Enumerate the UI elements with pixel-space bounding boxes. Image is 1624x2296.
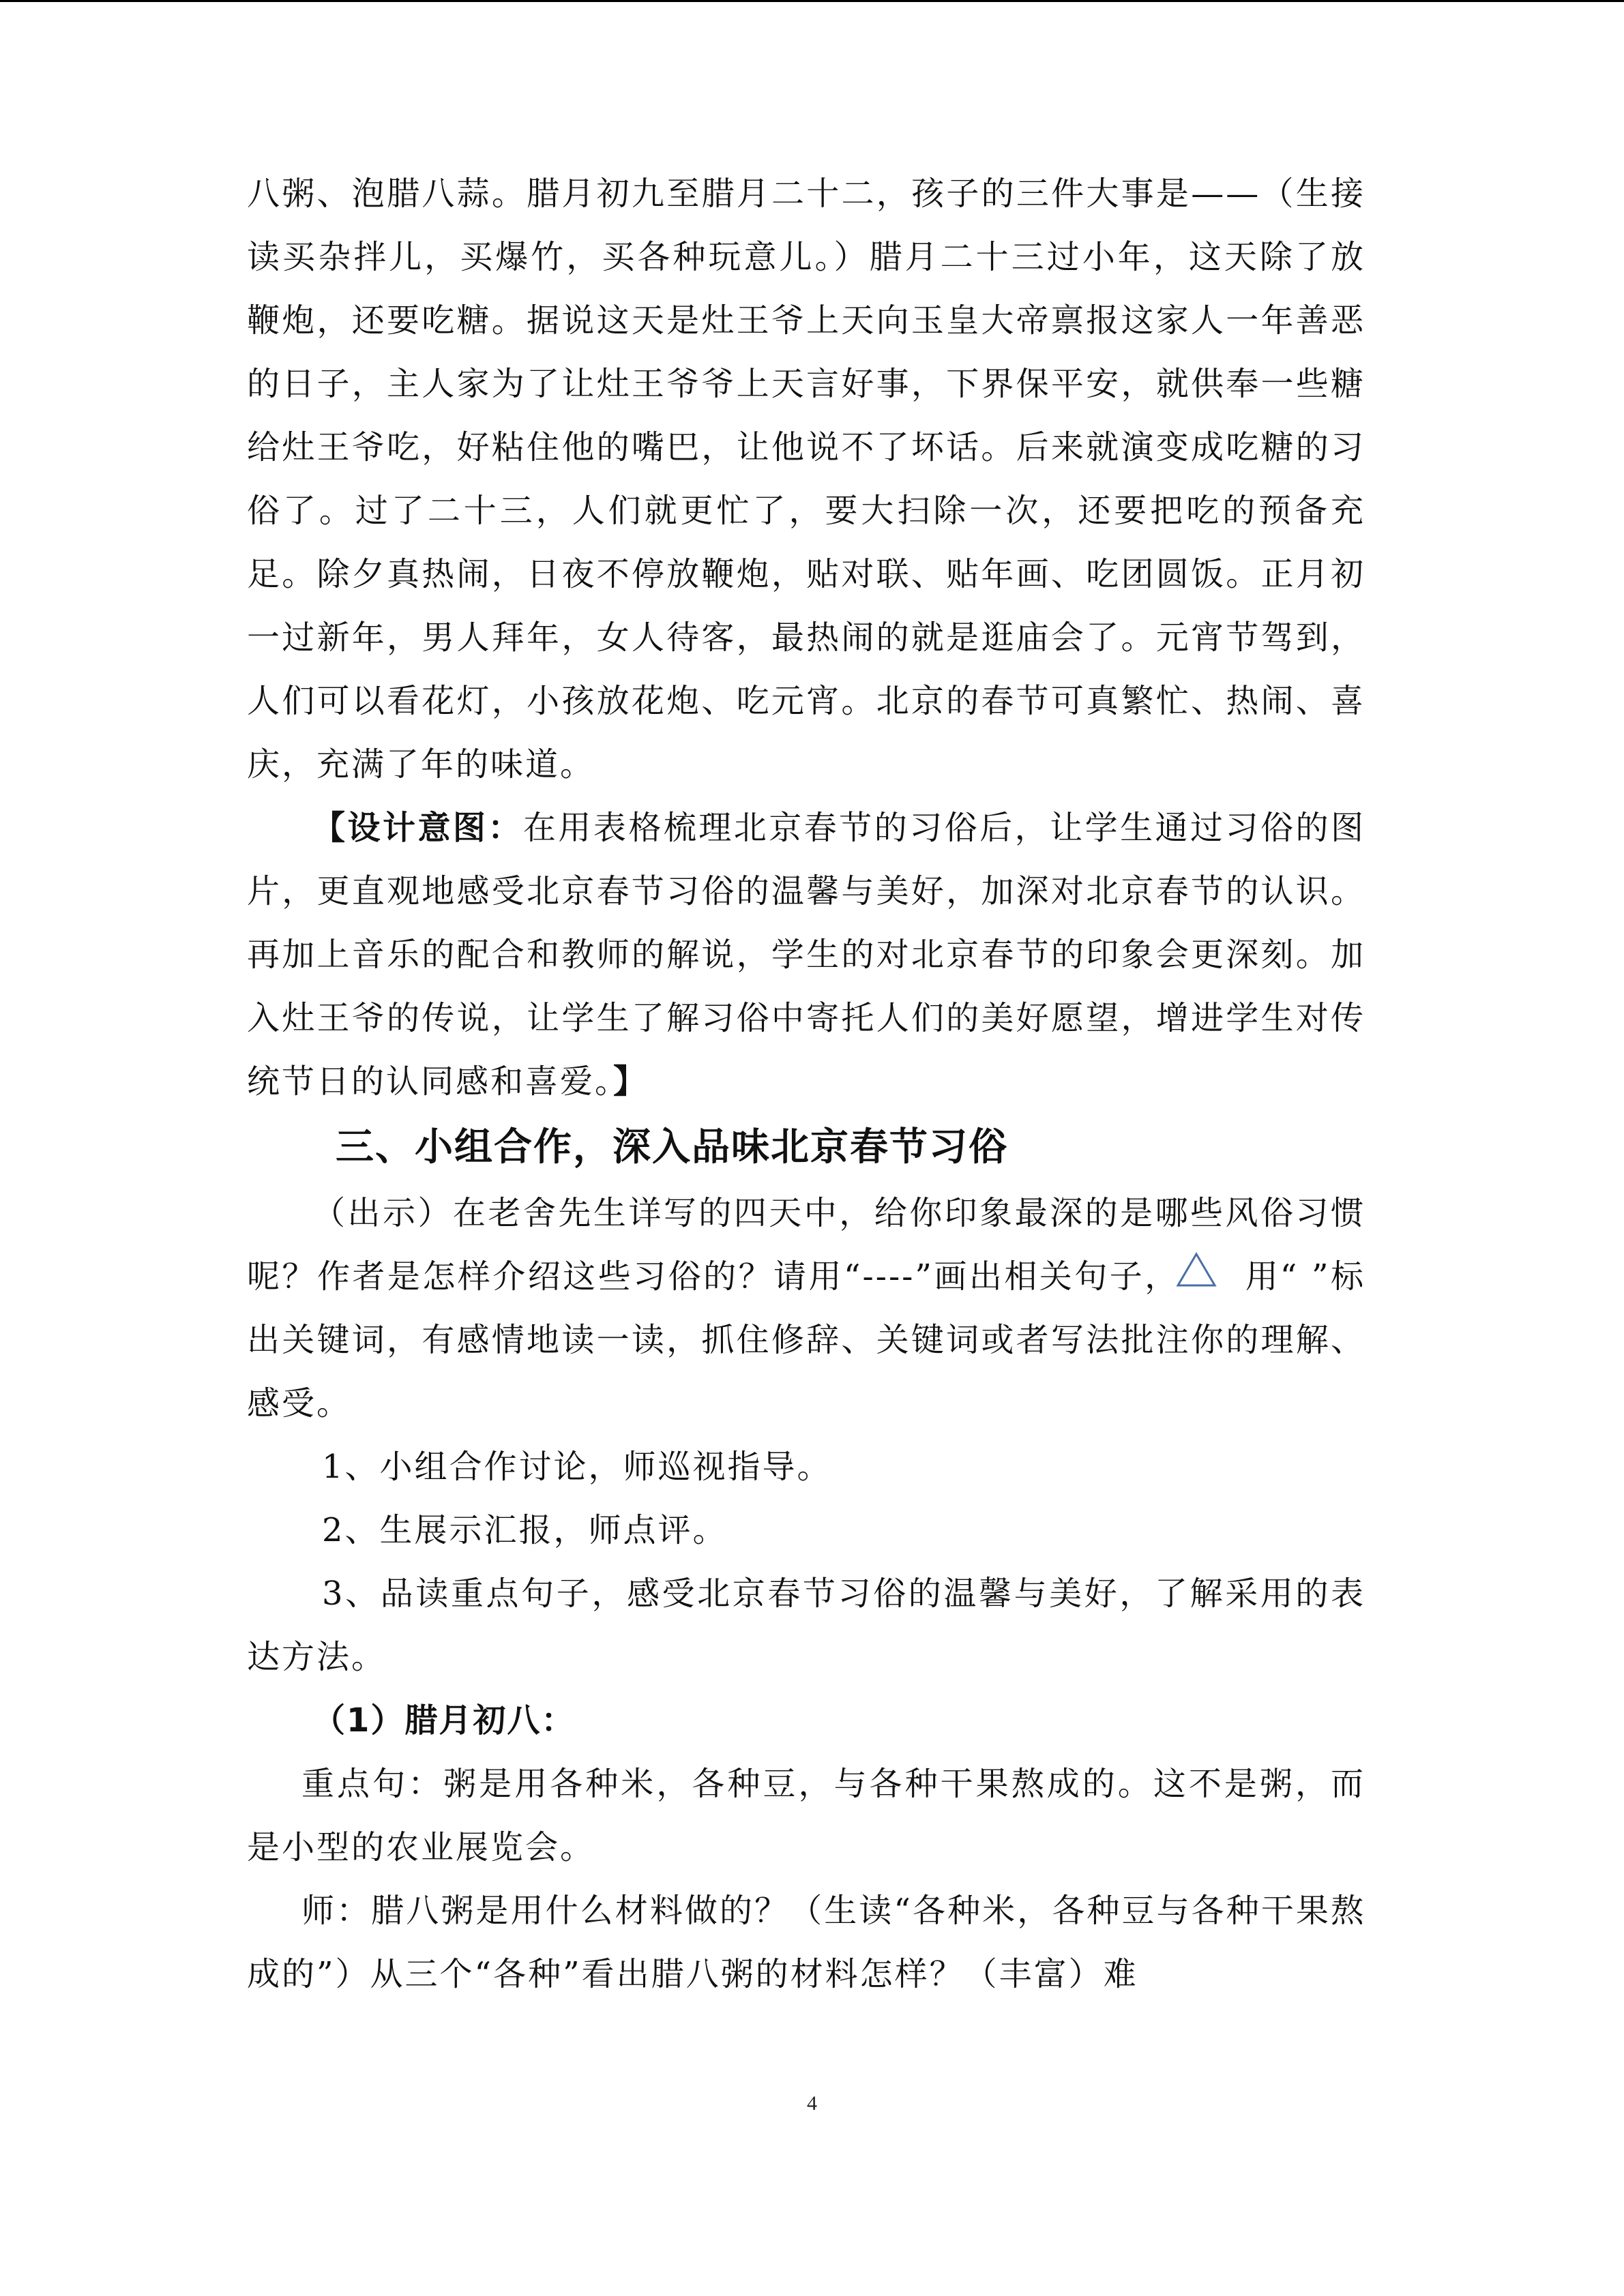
paragraph-festival-customs: 八粥、泡腊八蒜。腊月初九至腊月二十二，孩子的三件大事是——（生接读买杂拌儿，买爆竹，买各种玩意儿。）腊月二十三过小年，这天除了放鞭炮，还要吃糖。据说这天是灶王爷上天向玉皇大帝禀报这家人一年善恶的日子，主人家为了让灶王爷爷上天言好事，下界保平安，就供奉一些糖给灶王爷吃，好粘住他的嘴巴，让他说不了坏话。后来就演变成吃糖的习俗了。过了二十三，人们就更忙了，要大扫除一次，还要把吃的预备充足。除夕真热闹，日夜不停放鞭炮，贴对联、贴年画、吃团圆饭。正月初一过新年，男人拜年，女人待客，最热闹的就是逛庙会了。元宵节驾到，人们可以看花灯，小孩放花炮、吃元宵。北京的春节可真繁忙、热闹、喜庆，充满了年的味道。 <box>247 175 1365 784</box>
design-intent-label: 【设计意图： <box>312 809 523 847</box>
design-intent-close: 】 <box>613 1062 649 1101</box>
instruction-text-part1: （出示）在老舍先生详写的四天中，给你印象最深的是哪些风俗习惯呢？作者是怎样介绍这些习俗的？请用“----”画出相关句子， <box>247 1194 1365 1296</box>
triangle-mark <box>1180 1245 1280 1309</box>
document-body <box>247 162 1365 2006</box>
sub-heading-la-yue-chu-ba: （1）腊月初八： <box>312 1701 576 1740</box>
step-item-2: 2、生展示汇报，师点评。 <box>322 1511 728 1549</box>
design-intent-text: 在用表格梳理北京春节的习俗后，让学生通过习俗的图片，更直观地感受北京春节习俗的温馨与美好，加深对北京春节的认识。再加上音乐的配合和教师的解说，学生的对北京春节的印象会更深刻。加入灶王爷的传说，让学生了解习俗中寄托人们的美好愿望，增进学生对传统节日的认同感和喜爱。 <box>247 809 1365 1101</box>
page-number: 4 <box>807 2092 817 2115</box>
triangle-icon <box>1176 1252 1217 1287</box>
triangle-mark-char: 用 <box>1245 1257 1280 1296</box>
key-sentence-paragraph: 重点句：粥是用各种米，各种豆，与各种干果熬成的。这不是粥，而是小型的农业展览会。 <box>247 1765 1365 1866</box>
step-item-1: 1、小组合作讨论，师巡视指导。 <box>322 1448 832 1486</box>
design-intent-paragraph <box>247 796 1365 1114</box>
teacher-question-paragraph: 师：腊八粥是用什么材料做的？（生读“各种米，各种豆与各种干果熬成的”）从三个“各种”看出腊八粥的材料怎样？（丰富）难 <box>247 1892 1365 1993</box>
instruction-text-part2: “ ”标出关键词，有感情地读一读，抓住修辞、关键词或者写法批注你的理解、感受。 <box>247 1257 1365 1422</box>
section-heading-3: 三、小组合作，深入品味北京春节习俗 <box>336 1125 1008 1169</box>
instruction-paragraph <box>247 1182 1365 1435</box>
page-top-border <box>0 0 1624 2</box>
step-item-3: 3、品读重点句子，感受北京春节习俗的温馨与美好，了解采用的表达方法。 <box>247 1575 1365 1676</box>
